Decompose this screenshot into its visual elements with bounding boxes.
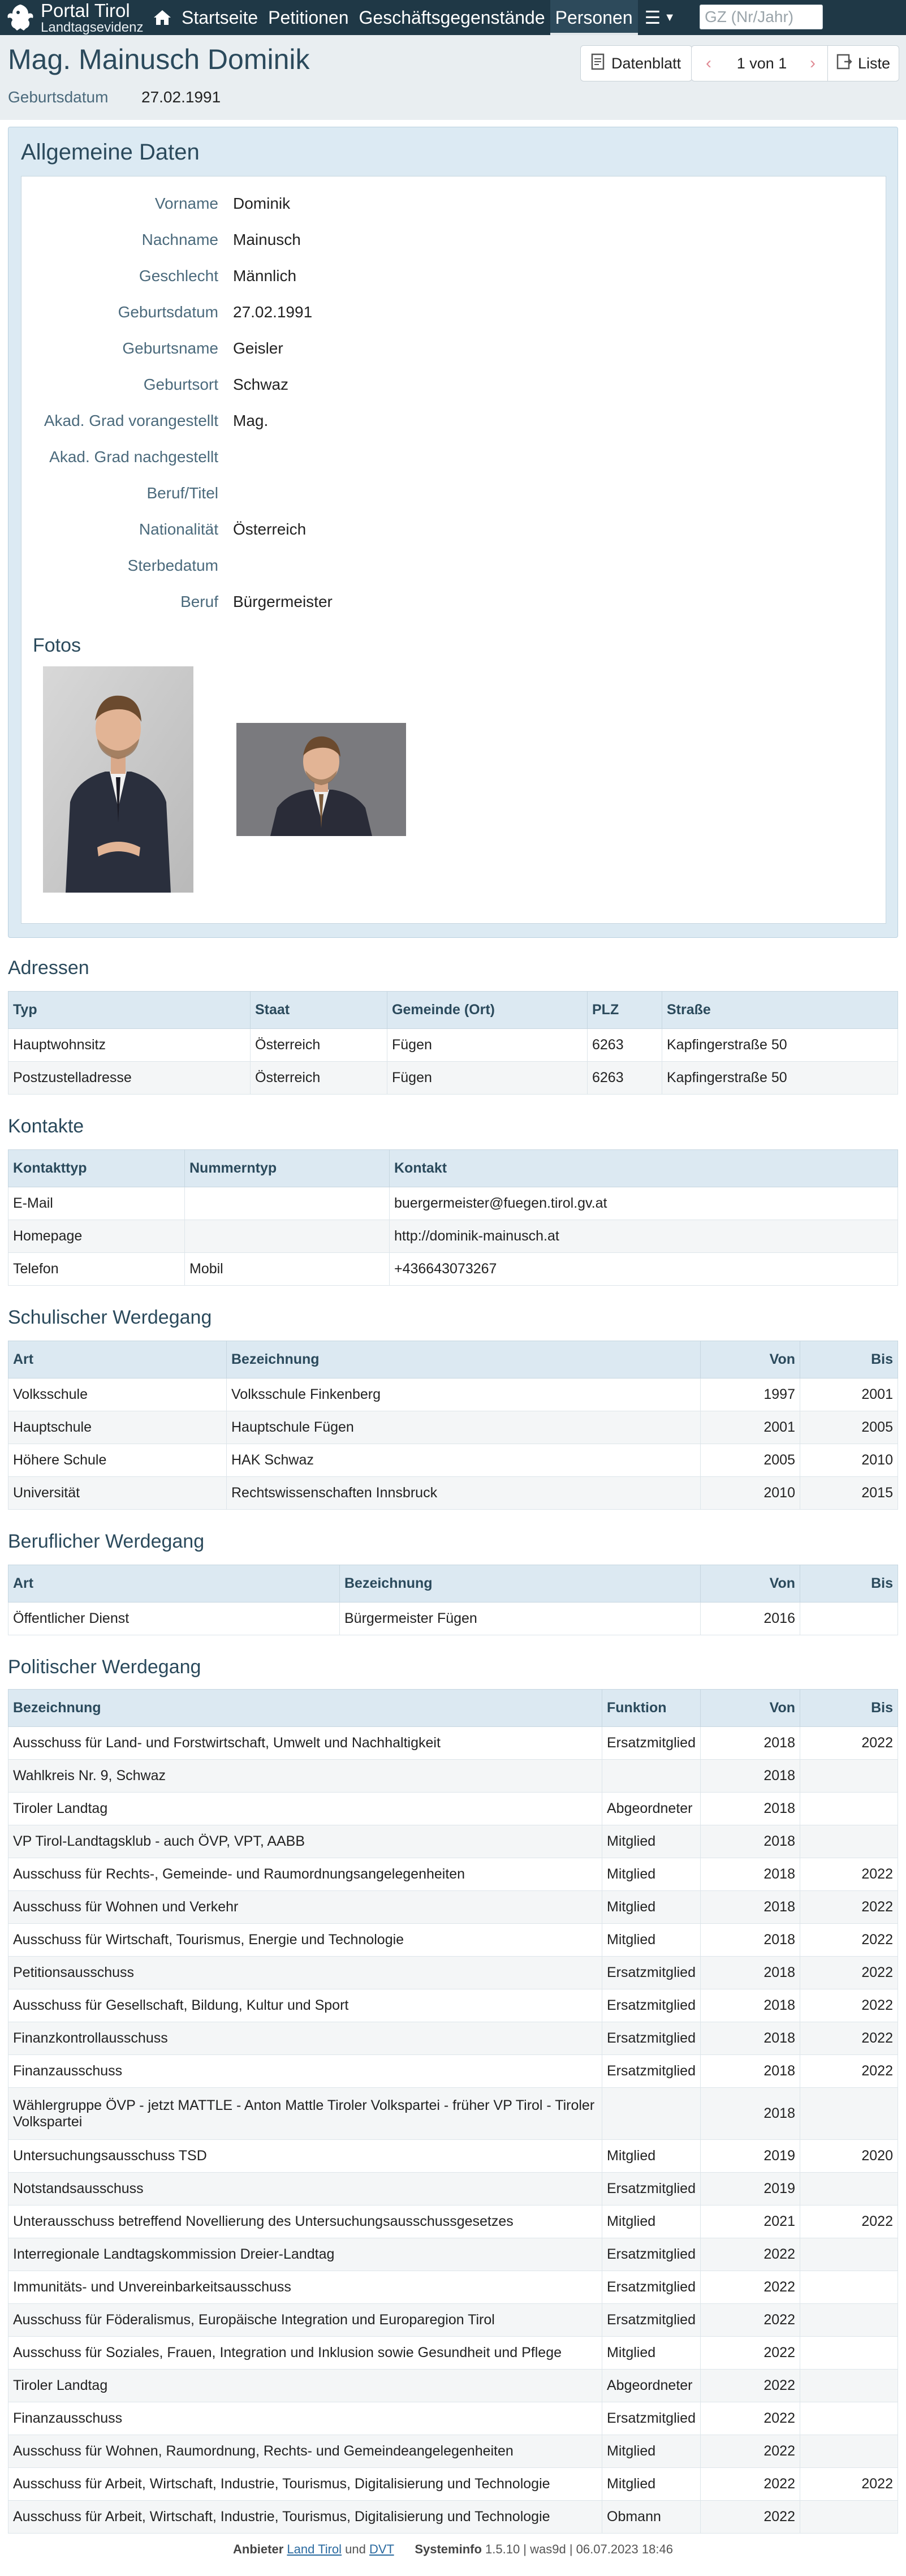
table-cell: E-Mail bbox=[8, 1187, 185, 1220]
table-row bbox=[8, 1989, 898, 2022]
table-cell: Wählergruppe ÖVP - jetzt MATTLE - Anton Mattle Tiroler Volkspartei - früher VP Tirol - Tiroler Volkspartei bbox=[8, 2088, 602, 2140]
table-cell: Ersatzmitglied bbox=[602, 1957, 701, 1989]
table-cell: Mitglied bbox=[602, 2140, 701, 2173]
table-cell: Mitglied bbox=[602, 1924, 701, 1957]
kontakte-table bbox=[8, 1149, 898, 1286]
table-cell: 2022 bbox=[800, 1924, 898, 1957]
table-cell bbox=[800, 1825, 898, 1858]
fotos-title: Fotos bbox=[33, 635, 81, 656]
list-icon bbox=[836, 54, 852, 74]
table-cell: Ausschuss für Föderalismus, Europäische Integration und Europaregion Tirol bbox=[8, 2304, 602, 2337]
table-cell: Ersatzmitglied bbox=[602, 2271, 701, 2304]
table-cell[interactable]: buergermeister@fuegen.tirol.gv.at bbox=[390, 1187, 898, 1220]
table-cell: Mitglied bbox=[602, 1825, 701, 1858]
table-cell bbox=[800, 1793, 898, 1825]
table-cell: 6263 bbox=[588, 1062, 662, 1095]
table-cell: Unterausschuss betreffend Novellierung des Untersuchungsausschussgesetzes bbox=[8, 2205, 602, 2238]
table-cell: 2022 bbox=[701, 2435, 800, 2468]
table-cell: 2022 bbox=[800, 1957, 898, 1989]
table-cell bbox=[800, 2501, 898, 2534]
table-cell: 2018 bbox=[701, 1793, 800, 1825]
field-label-beruf: Beruf bbox=[180, 593, 218, 610]
politischer-werdegang-title: Politischer Werdegang bbox=[8, 1656, 201, 1678]
table-header-row bbox=[8, 1150, 898, 1187]
table-cell: Fügen bbox=[387, 1029, 588, 1062]
table-cell: Ersatzmitglied bbox=[602, 2022, 701, 2055]
table-row bbox=[8, 2205, 898, 2238]
systeminfo-value: 1.5.10 | was9d | 06.07.2023 18:46 bbox=[485, 2542, 673, 2556]
record-pager bbox=[691, 45, 899, 81]
table-cell: Immunitäts- und Unvereinbarkeitsausschuss bbox=[8, 2271, 602, 2304]
field-value-geburtsname: Geisler bbox=[233, 339, 283, 357]
table-cell: 2022 bbox=[701, 2468, 800, 2501]
table-row bbox=[8, 1858, 898, 1891]
table-cell: 2010 bbox=[701, 1477, 800, 1510]
next-record-button[interactable] bbox=[798, 46, 827, 81]
table-row bbox=[8, 1062, 898, 1095]
column-header[interactable]: Art bbox=[8, 1341, 227, 1379]
table-cell: Ausschuss für Arbeit, Wirtschaft, Industrie, Tourismus, Digitalisierung und Technologie bbox=[8, 2468, 602, 2501]
table-cell: Hauptschule bbox=[8, 1411, 227, 1444]
table-cell[interactable]: +436643073267 bbox=[390, 1253, 898, 1286]
header-dob-value: 27.02.1991 bbox=[141, 88, 221, 106]
allgemeine-daten-body bbox=[21, 176, 886, 924]
table-cell: Ausschuss für Soziales, Frauen, Integration und Inklusion sowie Gesundheit und Pflege bbox=[8, 2337, 602, 2370]
table-cell: Kapfingerstraße 50 bbox=[662, 1062, 898, 1095]
table-cell: 2005 bbox=[701, 1444, 800, 1477]
table-cell: 2022 bbox=[800, 1858, 898, 1891]
table-cell: Ausschuss für Wohnen, Raumordnung, Rechts- und Gemeindeangelegenheiten bbox=[8, 2435, 602, 2468]
table-cell: 2022 bbox=[701, 2370, 800, 2402]
field-value-beruf: Bürgermeister bbox=[233, 593, 333, 610]
table-cell: 2018 bbox=[701, 1957, 800, 1989]
table-cell bbox=[800, 2088, 898, 2140]
table-row bbox=[8, 2370, 898, 2402]
table-cell bbox=[800, 2173, 898, 2205]
table-cell: Ausschuss für Wirtschaft, Tourismus, Energie und Technologie bbox=[8, 1924, 602, 1957]
column-header[interactable]: Von bbox=[701, 1690, 800, 1727]
pager-count: 1 von 1 bbox=[736, 54, 787, 72]
column-header[interactable]: PLZ bbox=[588, 992, 662, 1029]
table-cell: Finanzkontrollausschuss bbox=[8, 2022, 602, 2055]
table-cell bbox=[800, 2238, 898, 2271]
table-cell: Öffentlicher Dienst bbox=[8, 1603, 340, 1635]
table-row bbox=[8, 2022, 898, 2055]
table-cell: Notstandsausschuss bbox=[8, 2173, 602, 2205]
table-row bbox=[8, 1825, 898, 1858]
table-row bbox=[8, 1220, 898, 1253]
table-row bbox=[8, 2088, 898, 2140]
table-cell: 2022 bbox=[800, 2468, 898, 2501]
table-cell: Homepage bbox=[8, 1220, 185, 1253]
table-cell: Abgeordneter bbox=[602, 1793, 701, 1825]
table-cell: Hauptschule Fügen bbox=[227, 1411, 701, 1444]
person-photo-portrait[interactable] bbox=[43, 666, 193, 893]
table-cell: 2018 bbox=[701, 1825, 800, 1858]
table-cell bbox=[800, 1760, 898, 1793]
table-cell: 2022 bbox=[701, 2402, 800, 2435]
table-cell: Finanzausschuss bbox=[8, 2055, 602, 2088]
politischer-werdegang-table bbox=[8, 1689, 898, 2534]
table-cell: 2005 bbox=[800, 1411, 898, 1444]
table-cell: 2018 bbox=[701, 1989, 800, 2022]
table-row bbox=[8, 1924, 898, 1957]
nav-link-startseite[interactable]: Startseite bbox=[182, 7, 258, 28]
caret-down-icon: ▼ bbox=[664, 11, 676, 24]
table-row bbox=[8, 2402, 898, 2435]
table-cell: 2019 bbox=[701, 2173, 800, 2205]
field-value-nationalitaet: Österreich bbox=[233, 520, 307, 538]
field-label-nachname: Nachname bbox=[141, 231, 218, 248]
header-dob-label: Geburtsdatum bbox=[8, 88, 109, 106]
field-label-beruf-titel: Beruf/Titel bbox=[146, 484, 218, 502]
table-row bbox=[8, 1603, 898, 1635]
nav-link-petitionen[interactable]: Petitionen bbox=[268, 7, 349, 28]
gz-search-input[interactable] bbox=[700, 5, 823, 29]
table-row bbox=[8, 1029, 898, 1062]
hamburger-icon: ☰ bbox=[644, 7, 661, 28]
table-cell: Kapfingerstraße 50 bbox=[662, 1029, 898, 1062]
column-header[interactable]: Bezeichnung bbox=[340, 1565, 701, 1603]
column-header[interactable]: Bezeichnung bbox=[8, 1690, 602, 1727]
table-cell: Volksschule Finkenberg bbox=[227, 1379, 701, 1411]
table-cell: Höhere Schule bbox=[8, 1444, 227, 1477]
field-value-akad-grad-vor: Mag. bbox=[233, 412, 269, 429]
field-value-geburtsort: Schwaz bbox=[233, 376, 289, 393]
table-cell: 2020 bbox=[800, 2140, 898, 2173]
field-label-geburtsort: Geburtsort bbox=[143, 376, 218, 393]
table-cell: 2022 bbox=[800, 1989, 898, 2022]
table-cell bbox=[800, 2370, 898, 2402]
brand-title: Portal Tirol bbox=[41, 0, 130, 21]
datenblatt-label: Datenblatt bbox=[611, 54, 681, 72]
table-cell: Ausschuss für Arbeit, Wirtschaft, Industrie, Tourismus, Digitalisierung und Technologie bbox=[8, 2501, 602, 2534]
table-cell: Hauptwohnsitz bbox=[8, 1029, 251, 1062]
schulischer-werdegang-table bbox=[8, 1341, 898, 1510]
table-header-row bbox=[8, 1565, 898, 1603]
table-cell: Universität bbox=[8, 1477, 227, 1510]
allgemeine-daten-title: Allgemeine Daten bbox=[21, 140, 200, 165]
column-header[interactable]: Straße bbox=[662, 992, 898, 1029]
field-label-sterbedatum: Sterbedatum bbox=[127, 557, 218, 574]
column-header[interactable]: Art bbox=[8, 1565, 340, 1603]
table-cell: 2018 bbox=[701, 2022, 800, 2055]
table-cell: 2021 bbox=[701, 2205, 800, 2238]
table-cell: 1997 bbox=[701, 1379, 800, 1411]
table-cell: Mitglied bbox=[602, 2337, 701, 2370]
column-header[interactable]: Kontakt bbox=[390, 1150, 898, 1187]
dvt-link[interactable]: DVT bbox=[369, 2542, 394, 2556]
systeminfo-label: Systeminfo bbox=[415, 2542, 482, 2556]
table-header-row bbox=[8, 1341, 898, 1379]
table-cell: Mitglied bbox=[602, 2205, 701, 2238]
table-cell: Österreich bbox=[251, 1062, 387, 1095]
field-value-geschlecht: Männlich bbox=[233, 267, 297, 285]
person-photo-landscape[interactable] bbox=[236, 723, 406, 836]
table-cell: 2022 bbox=[701, 2304, 800, 2337]
table-cell: Ersatzmitglied bbox=[602, 2238, 701, 2271]
table-cell: Ersatzmitglied bbox=[602, 2402, 701, 2435]
field-label-akad-grad-vor: Akad. Grad vorangestellt bbox=[44, 412, 218, 429]
table-cell: Mobil bbox=[185, 1253, 390, 1286]
table-row bbox=[8, 1411, 898, 1444]
table-cell: Ausschuss für Rechts-, Gemeinde- und Raumordnungsangelegenheiten bbox=[8, 1858, 602, 1891]
table-cell: Postzustelladresse bbox=[8, 1062, 251, 1095]
brand[interactable] bbox=[0, 0, 148, 35]
table-cell: VP Tirol-Landtagsklub - auch ÖVP, VPT, AABB bbox=[8, 1825, 602, 1858]
table-row bbox=[8, 2055, 898, 2088]
table-cell: 2001 bbox=[800, 1379, 898, 1411]
table-cell: Ersatzmitglied bbox=[602, 2173, 701, 2205]
table-cell: Telefon bbox=[8, 1253, 185, 1286]
table-cell: Abgeordneter bbox=[602, 2370, 701, 2402]
beruflicher-werdegang-title: Beruflicher Werdegang bbox=[8, 1531, 205, 1552]
adressen-title: Adressen bbox=[8, 957, 89, 979]
brand-subtitle: Landtagsevidenz bbox=[41, 19, 144, 35]
table-row bbox=[8, 2468, 898, 2501]
table-cell: 2019 bbox=[701, 2140, 800, 2173]
table-cell: Fügen bbox=[387, 1062, 588, 1095]
anbieter-label: Anbieter bbox=[233, 2542, 284, 2556]
table-cell[interactable]: http://dominik-mainusch.at bbox=[390, 1220, 898, 1253]
table-cell bbox=[602, 2088, 701, 2140]
table-row bbox=[8, 2173, 898, 2205]
table-cell bbox=[800, 2304, 898, 2337]
column-header[interactable]: Nummerntyp bbox=[185, 1150, 390, 1187]
field-label-akad-grad-nach: Akad. Grad nachgestellt bbox=[49, 448, 218, 466]
table-cell bbox=[800, 2337, 898, 2370]
table-cell: 6263 bbox=[588, 1029, 662, 1062]
table-cell: Mitglied bbox=[602, 1891, 701, 1924]
table-cell: 2022 bbox=[701, 2337, 800, 2370]
table-cell: 2022 bbox=[701, 2271, 800, 2304]
table-cell: Obmann bbox=[602, 2501, 701, 2534]
liste-label: Liste bbox=[857, 54, 891, 72]
table-cell bbox=[800, 2271, 898, 2304]
datenblatt-button[interactable] bbox=[580, 45, 692, 81]
table-row bbox=[8, 2501, 898, 2534]
table-cell: 2022 bbox=[800, 1727, 898, 1760]
page-footer bbox=[0, 2542, 906, 2557]
table-cell: Petitionsausschuss bbox=[8, 1957, 602, 1989]
table-cell: Bürgermeister Fügen bbox=[340, 1603, 701, 1635]
table-cell bbox=[800, 2435, 898, 2468]
politik-table-body bbox=[8, 1727, 898, 2534]
previous-record-button[interactable] bbox=[692, 46, 726, 81]
column-header[interactable]: Typ bbox=[8, 992, 251, 1029]
table-row bbox=[8, 2140, 898, 2173]
field-label-geschlecht: Geschlecht bbox=[139, 267, 218, 285]
table-row bbox=[8, 1760, 898, 1793]
home-icon[interactable] bbox=[148, 0, 176, 35]
table-cell: Mitglied bbox=[602, 1858, 701, 1891]
table-cell: 2015 bbox=[800, 1477, 898, 1510]
field-value-geburtsdatum: 27.02.1991 bbox=[233, 303, 313, 321]
column-header[interactable]: Gemeinde (Ort) bbox=[387, 992, 588, 1029]
table-cell: 2001 bbox=[701, 1411, 800, 1444]
table-cell: Wahlkreis Nr. 9, Schwaz bbox=[8, 1760, 602, 1793]
field-label-vorname: Vorname bbox=[154, 195, 218, 212]
table-cell: HAK Schwaz bbox=[227, 1444, 701, 1477]
table-cell: Rechtswissenschaften Innsbruck bbox=[227, 1477, 701, 1510]
table-cell: Finanzausschuss bbox=[8, 2402, 602, 2435]
table-cell: Ersatzmitglied bbox=[602, 2055, 701, 2088]
document-icon bbox=[591, 53, 606, 74]
kontakte-title: Kontakte bbox=[8, 1115, 84, 1137]
chevron-right-icon: › bbox=[810, 54, 816, 72]
liste-button[interactable] bbox=[827, 46, 899, 81]
table-cell: 2018 bbox=[701, 1760, 800, 1793]
table-row bbox=[8, 1891, 898, 1924]
top-navbar bbox=[0, 0, 906, 35]
tirol-eagle-logo bbox=[2, 1, 38, 34]
table-cell: 2018 bbox=[701, 2055, 800, 2088]
table-row bbox=[8, 2304, 898, 2337]
table-row bbox=[8, 1727, 898, 1760]
beruflicher-werdegang-table bbox=[8, 1565, 898, 1635]
chevron-left-icon: ‹ bbox=[706, 54, 711, 72]
table-cell bbox=[602, 1760, 701, 1793]
table-cell: 2022 bbox=[701, 2501, 800, 2534]
field-label-geburtsdatum: Geburtsdatum bbox=[118, 303, 218, 321]
field-value-vorname: Dominik bbox=[233, 195, 291, 212]
table-cell: Mitglied bbox=[602, 2435, 701, 2468]
column-header[interactable]: Bis bbox=[800, 1341, 898, 1379]
table-row bbox=[8, 2435, 898, 2468]
table-row bbox=[8, 1379, 898, 1411]
table-cell bbox=[800, 2402, 898, 2435]
field-label-nationalitaet: Nationalität bbox=[139, 520, 218, 538]
table-cell: Volksschule bbox=[8, 1379, 227, 1411]
allgemeine-daten-panel bbox=[8, 127, 898, 938]
table-cell: 2016 bbox=[701, 1603, 800, 1635]
table-cell: 2018 bbox=[701, 1727, 800, 1760]
table-cell: Mitglied bbox=[602, 2468, 701, 2501]
table-cell: Tiroler Landtag bbox=[8, 1793, 602, 1825]
adressen-table bbox=[8, 991, 898, 1095]
table-row bbox=[8, 1793, 898, 1825]
table-cell: 2010 bbox=[800, 1444, 898, 1477]
page-title: Mag. Mainusch Dominik bbox=[8, 44, 310, 75]
footer-und: und bbox=[345, 2542, 366, 2556]
table-cell: Untersuchungsausschuss TSD bbox=[8, 2140, 602, 2173]
nav-menu-dropdown[interactable] bbox=[638, 0, 682, 35]
table-cell: 2022 bbox=[800, 2022, 898, 2055]
column-header[interactable]: Bis bbox=[800, 1565, 898, 1603]
table-cell bbox=[185, 1220, 390, 1253]
table-cell: 2018 bbox=[701, 1924, 800, 1957]
table-cell: 2022 bbox=[800, 2055, 898, 2088]
table-cell: 2022 bbox=[800, 1891, 898, 1924]
table-row bbox=[8, 1187, 898, 1220]
table-cell: Ausschuss für Wohnen und Verkehr bbox=[8, 1891, 602, 1924]
column-header[interactable]: Bezeichnung bbox=[227, 1341, 701, 1379]
table-row bbox=[8, 2271, 898, 2304]
column-header[interactable]: Staat bbox=[251, 992, 387, 1029]
table-row bbox=[8, 1253, 898, 1286]
nav-link-geschaeftsgegenstaende[interactable]: Geschäftsgegenstände bbox=[359, 7, 545, 28]
table-row bbox=[8, 2238, 898, 2271]
table-cell: 2022 bbox=[800, 2205, 898, 2238]
column-header[interactable]: Bis bbox=[800, 1690, 898, 1727]
table-header-row bbox=[8, 992, 898, 1029]
table-cell: 2018 bbox=[701, 2088, 800, 2140]
column-header[interactable]: Von bbox=[701, 1565, 800, 1603]
nav-link-personen[interactable]: Personen bbox=[550, 0, 638, 35]
table-cell: 2018 bbox=[701, 1891, 800, 1924]
table-row bbox=[8, 1957, 898, 1989]
table-cell: Ausschuss für Gesellschaft, Bildung, Kultur und Sport bbox=[8, 1989, 602, 2022]
field-value-nachname: Mainusch bbox=[233, 231, 301, 248]
table-cell: Ausschuss für Land- und Forstwirtschaft, Umwelt und Nachhaltigkeit bbox=[8, 1727, 602, 1760]
table-row bbox=[8, 1444, 898, 1477]
table-cell: Tiroler Landtag bbox=[8, 2370, 602, 2402]
table-cell: Ersatzmitglied bbox=[602, 2304, 701, 2337]
column-header[interactable]: Funktion bbox=[602, 1690, 701, 1727]
schulischer-werdegang-title: Schulischer Werdegang bbox=[8, 1307, 212, 1328]
table-cell bbox=[185, 1187, 390, 1220]
land-tirol-link[interactable]: Land Tirol bbox=[287, 2542, 342, 2556]
table-cell: Österreich bbox=[251, 1029, 387, 1062]
table-cell: 2018 bbox=[701, 1858, 800, 1891]
table-cell: 2022 bbox=[701, 2238, 800, 2271]
field-label-geburtsname: Geburtsname bbox=[122, 339, 218, 357]
table-row bbox=[8, 2337, 898, 2370]
table-cell bbox=[800, 1603, 898, 1635]
table-header-row bbox=[8, 1690, 898, 1727]
table-row bbox=[8, 1477, 898, 1510]
table-cell: Interregionale Landtagskommission Dreier-Landtag bbox=[8, 2238, 602, 2271]
table-cell: Ersatzmitglied bbox=[602, 1727, 701, 1760]
column-header[interactable]: Von bbox=[701, 1341, 800, 1379]
column-header[interactable]: Kontakttyp bbox=[8, 1150, 185, 1187]
table-cell: Ersatzmitglied bbox=[602, 1989, 701, 2022]
